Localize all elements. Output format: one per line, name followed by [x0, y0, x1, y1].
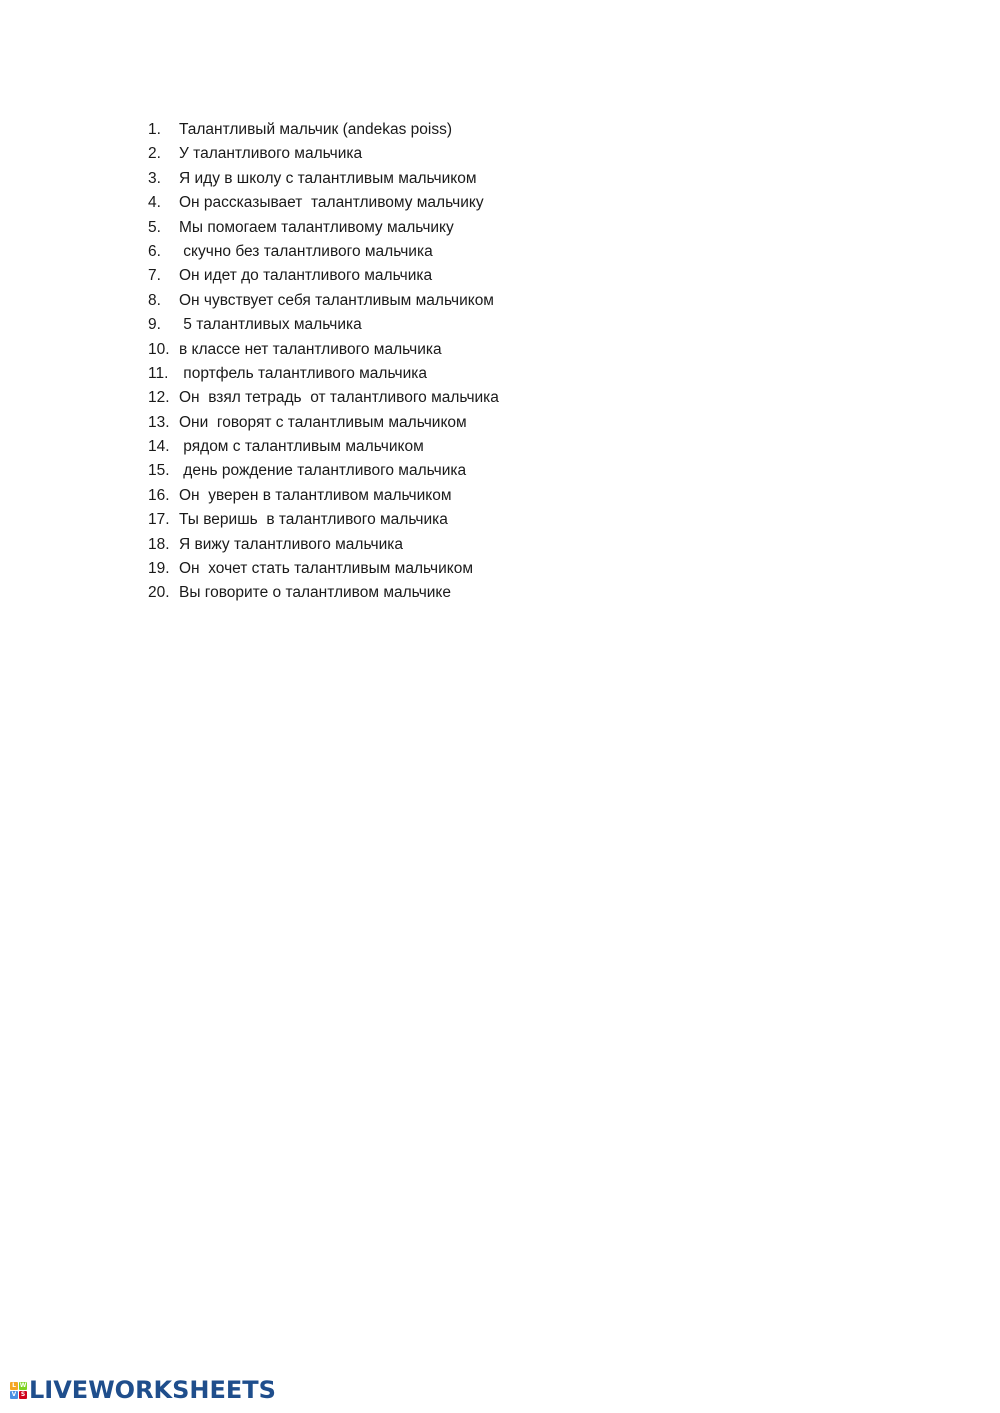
item-number: 9. — [148, 316, 161, 334]
liveworksheets-logo — [10, 1375, 276, 1405]
item-number: 12. — [148, 389, 170, 407]
item-number: 20. — [148, 584, 170, 602]
item-number: 4. — [148, 194, 161, 212]
item-text: Я вижу талантливого мальчика — [179, 535, 403, 553]
item-text: Я иду в школу с талантливым мальчиком — [179, 169, 477, 187]
item-text: Он чувствует себя талантливым мальчиком — [179, 291, 494, 309]
item-number: 13. — [148, 413, 170, 431]
item-text: Он взял тетрадь от талантливого мальчика — [179, 389, 499, 407]
item-number: 2. — [148, 145, 161, 163]
item-text: в классе нет талантливого мальчика — [179, 340, 442, 358]
item-number: 18. — [148, 535, 170, 553]
item-number: 6. — [148, 242, 161, 260]
list-item — [148, 362, 499, 386]
logo-block: L — [10, 1382, 18, 1390]
item-text: рядом с талантливым мальчиком — [179, 438, 424, 456]
logo-text: LIVEWORKSHEETS — [29, 1376, 276, 1404]
list-item — [148, 557, 499, 581]
item-number: 7. — [148, 267, 161, 285]
item-text: У талантливого мальчика — [179, 145, 363, 163]
item-text: портфель талантливого мальчика — [179, 364, 427, 382]
item-text: Он идет до талантливого мальчика — [179, 267, 433, 285]
logo-block: W — [19, 1381, 27, 1389]
colored-letter-blocks-icon — [10, 1382, 27, 1399]
list-item — [148, 264, 499, 288]
item-text: Ты веришь в талантливого мальчика — [179, 511, 448, 529]
list-item — [148, 142, 499, 166]
list-item — [148, 484, 499, 508]
list-item — [148, 216, 499, 240]
item-text: день рождение талантливого мальчика — [179, 462, 467, 480]
item-text: скучно без талантливого мальчика — [179, 242, 433, 260]
item-text: Вы говорите о талантливом мальчике — [179, 584, 451, 602]
logo-block: V — [11, 1390, 17, 1398]
item-text: Он уверен в талантливом мальчиком — [179, 486, 452, 504]
list-item — [148, 240, 499, 264]
item-number: 16. — [148, 486, 170, 504]
list-item — [148, 313, 499, 337]
list-item — [148, 459, 499, 483]
item-text: 5 талантливых мальчика — [179, 316, 362, 334]
list-item — [148, 435, 499, 459]
list-item — [148, 581, 499, 605]
item-number: 3. — [148, 169, 161, 187]
item-text: Он хочет стать талантливым мальчиком — [179, 560, 474, 578]
item-text: Они говорят с талантливым мальчиком — [179, 413, 467, 431]
item-number: 5. — [148, 218, 161, 236]
item-text: Талантливый мальчик (andekas poiss) — [179, 121, 453, 138]
phrase-list — [148, 118, 499, 606]
list-item — [148, 338, 499, 362]
item-number: 11. — [148, 364, 169, 382]
list-item — [148, 191, 499, 215]
list-item — [148, 118, 499, 142]
logo-block: S — [20, 1390, 26, 1398]
list-item — [148, 167, 499, 191]
item-number: 8. — [148, 291, 161, 309]
list-item — [148, 508, 499, 532]
item-number: 15. — [148, 462, 170, 480]
item-number: 14. — [148, 438, 170, 456]
list-item — [148, 289, 499, 313]
list-item — [148, 386, 499, 410]
item-text: Мы помогаем талантливому мальчику — [179, 218, 454, 236]
item-text: Он рассказывает талантливому мальчику — [179, 194, 484, 212]
item-number: 1. — [148, 121, 161, 138]
list-item — [148, 411, 499, 435]
item-number: 19. — [148, 560, 170, 578]
item-number: 17. — [148, 511, 170, 529]
list-item — [148, 533, 499, 557]
item-number: 10. — [148, 340, 170, 358]
